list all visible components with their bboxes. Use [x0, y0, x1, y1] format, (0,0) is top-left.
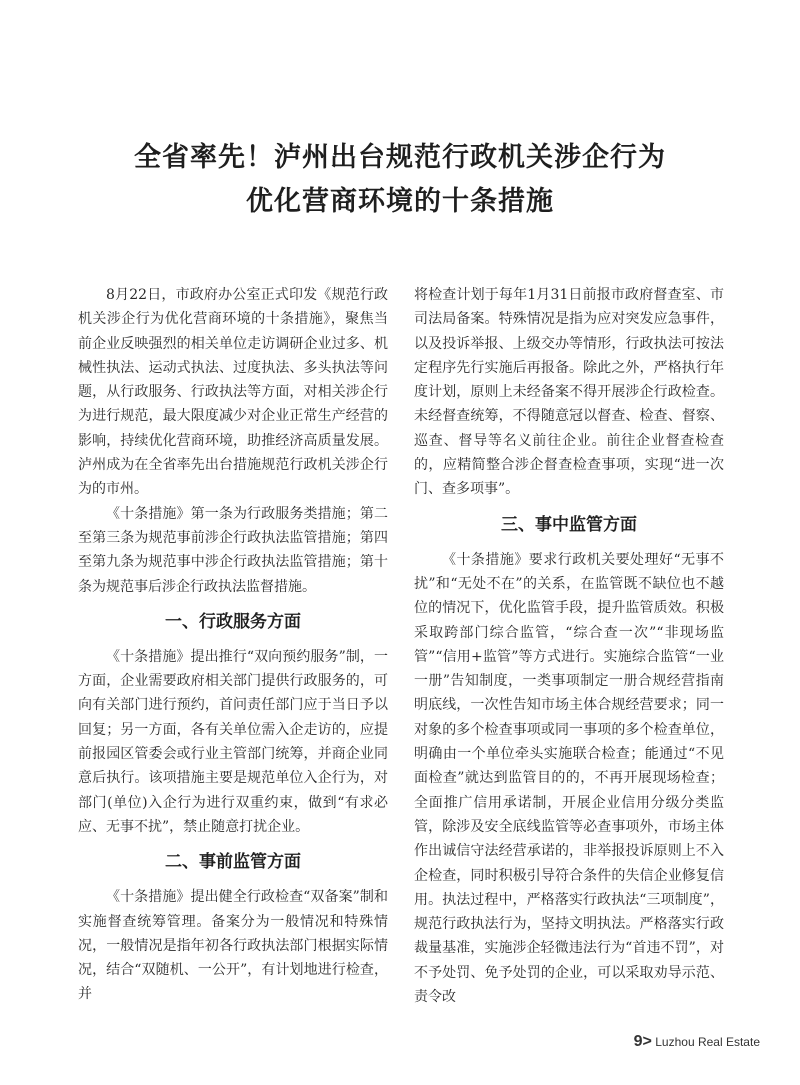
page-footer — [634, 1033, 760, 1051]
section-heading: 一、行政服务方面 — [165, 611, 301, 632]
paragraph: 《十条措施》要求行政机关要处理好“无事不扰”和“无处不在”的关系，在监管既不缺位也不越位的情况下，优化监管手段，提升监管质效。积极采取跨部门综合监管，“综合查一次”“非现场监管”“信用+监管”等方式进行。实施综合监管“一业一册”告知制度，一类事项制定一册合规经营指南明底线，一次性告知市场主体合规经营要求；同一对象的多个检查事项或同一事项的多个检查单位，明确由一个单位牵头实施联合检查；能通过“不见面检查”就达到监管目的的，不再开展现场检查；全面推广信用承诺制，开展企业信用分级分类监管，除涉及安全底线监管等必查事项外，市场主体作出诚信守法经营承诺的，非举报投诉原则上不入企检查，同时积极引导符合条件的失信企业修复信用。执法过程中，严格落实行政执法“三项制度”，规范行政执法行为，坚持文明执法。严格落实行政裁量基准，实施涉企轻微违法行为“首违不罚”，对不予处罚、免予处罚的企业，可以采取劝导示范、责令改 — [414, 551, 724, 1006]
left-column — [78, 283, 388, 1007]
title-line-1: 全省率先！泸州出台规范行政机关涉企行为 — [134, 142, 666, 173]
paragraph: 《十条措施》提出推行“双向预约服务”制，一方面，企业需要政府相关部门提供行政服务的，可向有关部门进行预约，首问责任部门应于当日予以回复；另一方面，各有关单位需入企走访的，应提前报园区管委会或行业主管部门统筹，并商企业同意后执行。该项措施主要是规范单位入企行为，对部门(单位)入企行为进行双重约束，做到“有求必应、无事不扰”，禁止随意打扰企业。 — [78, 648, 388, 835]
title-line-2: 优化营商环境的十条措施 — [246, 186, 554, 217]
paragraph: 8月22日，市政府办公室正式印发《规范行政机关涉企行为优化营商环境的十条措施》，聚焦当前企业反映强烈的相关单位走访调研企业过多、机械性执法、运动式执法、过度执法、多头执法等问题，从行政服务、行政执法等方面，对相关涉企行为进行规范，最大限度减少对企业正常生产经营的影响，持续优化营商环境，助推经济高质量发展。泸州成为在全省率先出台措施规范行政机关涉企行为的市州。 — [78, 287, 388, 498]
publication-name: Luzhou Real Estate — [655, 1035, 760, 1049]
section-heading: 三、事中监管方面 — [501, 514, 637, 535]
right-column — [414, 283, 724, 1009]
page-number: 9> — [633, 1033, 652, 1050]
paragraph: 《十条措施》第一条为行政服务类措施；第二至第三条为规范事前涉企行政执法监管措施；第四至第九条为规范事中涉企行政执法监管措施；第十条为规范事后涉企行政执法监督措施。 — [78, 505, 388, 595]
section-heading: 二、事前监管方面 — [165, 852, 301, 873]
article-title — [0, 136, 800, 224]
paragraph: 《十条措施》提出健全行政检查“双备案”制和实施督查统筹管理。备案分为一般情况和特殊情况，一般情况是指年初各行政执法部门根据实际情况，结合“双随机、一公开”，有计划地进行检查，并 — [78, 889, 388, 1003]
paragraph: 将检查计划于每年1月31日前报市政府督查室、市司法局备案。特殊情况是指为应对突发应急事件，以及投诉举报、上级交办等情形，行政执法可按法定程序先行实施后再报备。除此之外，严格执行年度计划，原则上未经备案不得开展涉企行政检查。未经督查统筹，不得随意冠以督查、检查、督察、巡查、督导等名义前往企业。前往企业督查检查的，应精简整合涉企督查检查事项，实现“进一次门、查多项事”。 — [414, 287, 724, 498]
